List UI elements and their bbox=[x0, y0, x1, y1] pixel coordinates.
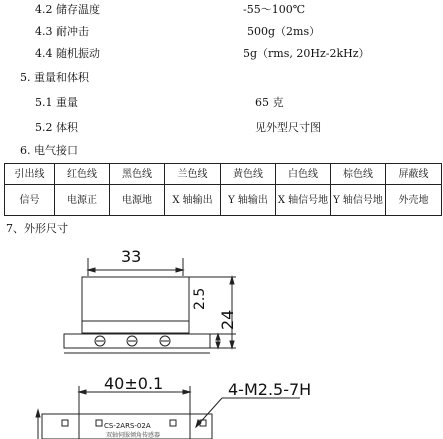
electrical-interface-table bbox=[4, 163, 442, 216]
model-label: CS-2ARS-02A bbox=[104, 422, 151, 430]
screw-head bbox=[95, 336, 105, 346]
table-cell: 屏蔽线 bbox=[386, 164, 442, 185]
dim-arrow bbox=[230, 277, 234, 284]
table-row-wires bbox=[5, 164, 442, 185]
section6-title: 6. 电气接口 bbox=[20, 144, 78, 157]
table-cell: 棕色线 bbox=[331, 164, 386, 185]
dim-width-text: 33 bbox=[121, 247, 142, 266]
table-cell: 电源正 bbox=[55, 185, 110, 216]
section7-title: 7、外形尺寸 bbox=[6, 222, 68, 235]
table-cell: 引出线 bbox=[5, 164, 55, 185]
mounting-hole bbox=[96, 420, 102, 426]
base-flange bbox=[64, 334, 210, 348]
table-cell: 白色线 bbox=[276, 164, 331, 185]
sensor-body bbox=[82, 277, 189, 333]
table-cell: 红色线 bbox=[55, 164, 110, 185]
table-cell: 电源地 bbox=[110, 185, 165, 216]
table-cell: 兰色线 bbox=[165, 164, 221, 185]
dim-arrow bbox=[36, 410, 40, 417]
leader-arrow bbox=[196, 420, 201, 427]
weight-label: 5.1 重量 bbox=[35, 96, 78, 109]
dim-arrow bbox=[88, 268, 95, 272]
mounting-hole bbox=[170, 420, 176, 426]
model-sublabel: 双轴伺服倾角传感器 bbox=[106, 432, 161, 439]
volume-value: 见外型尺寸图 bbox=[255, 121, 321, 134]
table-cell: Y 轴信号地 bbox=[331, 185, 386, 216]
table-cell: X 轴信号地 bbox=[276, 185, 331, 216]
dim-hole-spacing-text: 40±0.1 bbox=[104, 374, 164, 393]
leader-line bbox=[196, 398, 222, 427]
screw-head bbox=[127, 336, 137, 346]
section5-title: 5. 重量和体积 bbox=[20, 71, 89, 84]
dim-arrow bbox=[176, 268, 183, 272]
table-cell: 信号 bbox=[5, 185, 55, 216]
dim-arrow bbox=[183, 390, 190, 394]
table-cell: 外壳地 bbox=[386, 185, 442, 216]
dim-arrow bbox=[230, 341, 234, 348]
dim-height-text: 24 bbox=[218, 309, 237, 330]
spec-value-shock: 500g（2ms） bbox=[247, 25, 321, 38]
spec-label-storage-temp: 4.2 储存温度 bbox=[35, 3, 100, 16]
table-cell: 黄色线 bbox=[221, 164, 276, 185]
screw-head bbox=[160, 336, 170, 346]
table-cell: 黑色线 bbox=[110, 164, 165, 185]
dim-arrow bbox=[216, 334, 220, 340]
spec-label-vibration: 4.4 随机振动 bbox=[35, 47, 100, 60]
mounting-hole bbox=[62, 420, 68, 426]
table-row-signals bbox=[5, 185, 442, 216]
table-cell: X 轴输出 bbox=[165, 185, 221, 216]
weight-value: 65 克 bbox=[255, 96, 284, 109]
table-cell: Y 轴输出 bbox=[221, 185, 276, 216]
spec-value-vibration: 5g（rms, 20Hz-2kHz） bbox=[243, 47, 370, 60]
spec-label-shock: 4.3 耐冲击 bbox=[35, 25, 89, 38]
dim-small-text: 2.5 bbox=[192, 287, 208, 310]
dim-arrow bbox=[216, 342, 220, 348]
dim-holes-text: 4-M2.5-7H bbox=[228, 380, 312, 399]
spec-value-storage-temp: -55～100℃ bbox=[243, 3, 306, 16]
mounting-hole bbox=[200, 420, 206, 426]
dim-arrow bbox=[79, 390, 86, 394]
volume-label: 5.2 体积 bbox=[35, 121, 78, 134]
